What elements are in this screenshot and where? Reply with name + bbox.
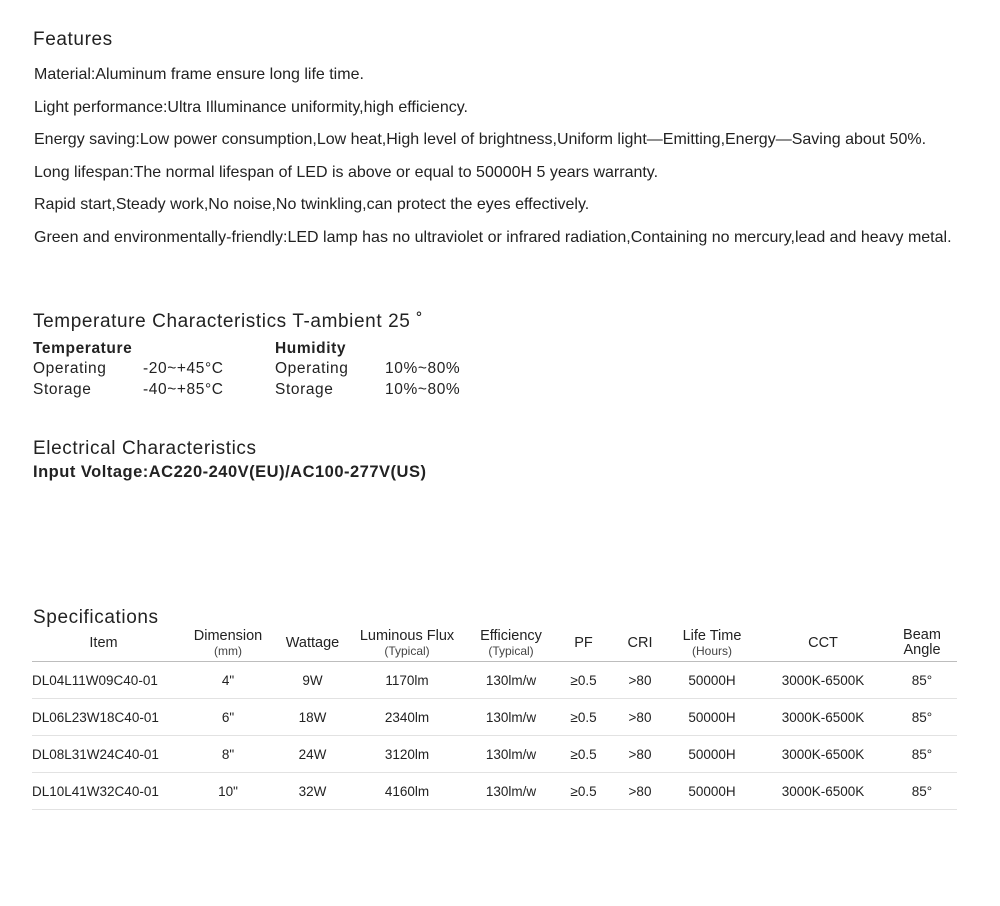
cell-cri: >80: [615, 662, 665, 699]
humidity-block: [275, 340, 460, 400]
features-heading: Features: [33, 29, 113, 50]
table-row: [32, 662, 957, 699]
cell-cct: 3000K-6500K: [759, 773, 887, 810]
spec-header-row: [32, 626, 957, 662]
humidity-storage-row: [275, 379, 460, 400]
cell-luminous-flux: 4160lm: [344, 773, 470, 810]
cell-beam-angle: 85°: [887, 736, 957, 773]
cell-wattage: 24W: [281, 736, 344, 773]
col-efficiency: Efficiency (Typical): [470, 626, 552, 662]
col-beam-angle: Beam Angle: [887, 626, 957, 662]
features-list: [34, 63, 984, 259]
col-luminous-flux: Luminous Flux (Typical): [344, 626, 470, 662]
cell-dimension: 6": [175, 699, 281, 736]
cell-pf: ≥0.5: [552, 736, 615, 773]
temperature-heading: Temperature Characteristics T-ambient 25 ˚: [33, 311, 424, 332]
temperature-storage-value: -40~+85°C: [143, 381, 224, 398]
cell-efficiency: 130lm/w: [470, 662, 552, 699]
cell-efficiency: 130lm/w: [470, 773, 552, 810]
col-dimension: Dimension (mm): [175, 626, 281, 662]
temperature-operating-value: -20~+45°C: [143, 360, 224, 377]
cell-luminous-flux: 1170lm: [344, 662, 470, 699]
col-item: Item: [32, 626, 175, 662]
cell-efficiency: 130lm/w: [470, 736, 552, 773]
cell-cri: >80: [615, 699, 665, 736]
cell-cct: 3000K-6500K: [759, 662, 887, 699]
col-pf: PF: [552, 626, 615, 662]
temperature-operating-label: Operating: [33, 360, 107, 377]
cell-pf: ≥0.5: [552, 662, 615, 699]
specifications-table: [32, 626, 957, 810]
cell-beam-angle: 85°: [887, 662, 957, 699]
humidity-storage-label: Storage: [275, 381, 334, 398]
col-wattage: Wattage: [281, 626, 344, 662]
col-life-time: Life Time (Hours): [665, 626, 759, 662]
feature-light-performance: Light performance:Ultra Illuminance uniformity,high efficiency.: [34, 98, 468, 116]
humidity-operating-row: [275, 358, 460, 379]
cell-cct: 3000K-6500K: [759, 736, 887, 773]
temperature-storage-row: [33, 379, 224, 400]
feature-long-lifespan: Long lifespan:The normal lifespan of LED is above or equal to 50000H 5 years warranty.: [34, 163, 659, 181]
col-cct: CCT: [759, 626, 887, 662]
cell-luminous-flux: 2340lm: [344, 699, 470, 736]
feature-green: Green and environmentally-friendly:LED lamp has no ultraviolet or infrared radiation,Containing no mercury,lead and heavy metal.: [34, 228, 952, 246]
feature-rapid-start: Rapid start,Steady work,No noise,No twinkling,can protect the eyes effectively.: [34, 196, 590, 214]
temperature-title: Temperature: [33, 340, 133, 357]
cell-pf: ≥0.5: [552, 699, 615, 736]
cell-life-time: 50000H: [665, 736, 759, 773]
cell-life-time: 50000H: [665, 699, 759, 736]
humidity-title: Humidity: [275, 340, 347, 357]
cell-beam-angle: 85°: [887, 699, 957, 736]
table-row: [32, 773, 957, 810]
specifications-heading: Specifications: [33, 607, 159, 628]
table-row: [32, 736, 957, 773]
cell-luminous-flux: 3120lm: [344, 736, 470, 773]
input-voltage: Input Voltage:AC220-240V(EU)/AC100-277V(US): [33, 463, 427, 481]
temperature-storage-label: Storage: [33, 381, 92, 398]
cell-cri: >80: [615, 773, 665, 810]
cell-item: DL10L41W32C40-01: [32, 773, 175, 810]
cell-wattage: 18W: [281, 699, 344, 736]
feature-energy-saving: Energy saving:Low power consumption,Low heat,High level of brightness,Uniform light—Emitting,Energy—Saving about 50%.: [34, 131, 927, 149]
cell-cri: >80: [615, 736, 665, 773]
col-cri: CRI: [615, 626, 665, 662]
temperature-block: [33, 340, 224, 400]
feature-material: Material:Aluminum frame ensure long life time.: [34, 66, 364, 83]
cell-cct: 3000K-6500K: [759, 699, 887, 736]
humidity-operating-label: Operating: [275, 360, 349, 377]
cell-life-time: 50000H: [665, 773, 759, 810]
cell-efficiency: 130lm/w: [470, 699, 552, 736]
cell-life-time: 50000H: [665, 662, 759, 699]
cell-item: DL08L31W24C40-01: [32, 736, 175, 773]
humidity-storage-value: 10%~80%: [385, 381, 461, 398]
cell-dimension: 10": [175, 773, 281, 810]
cell-wattage: 32W: [281, 773, 344, 810]
cell-beam-angle: 85°: [887, 773, 957, 810]
cell-dimension: 8": [175, 736, 281, 773]
cell-pf: ≥0.5: [552, 773, 615, 810]
humidity-operating-value: 10%~80%: [385, 360, 461, 377]
table-row: [32, 699, 957, 736]
cell-item: DL06L23W18C40-01: [32, 699, 175, 736]
cell-wattage: 9W: [281, 662, 344, 699]
electrical-heading: Electrical Characteristics: [33, 438, 257, 459]
cell-item: DL04L11W09C40-01: [32, 662, 175, 699]
temperature-operating-row: [33, 358, 224, 379]
cell-dimension: 4": [175, 662, 281, 699]
